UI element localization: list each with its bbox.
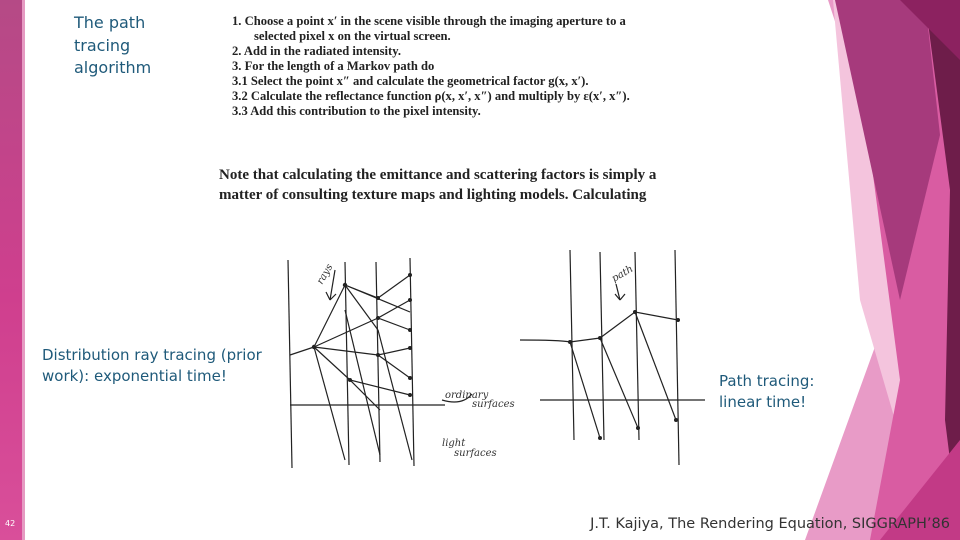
- algorithm-step-1: 1. Choose a point x′ in the scene visible through the imaging aperture to a: [232, 14, 626, 28]
- path-tracing-figure: [520, 250, 705, 465]
- ordinary-label-line2: surfaces: [472, 399, 515, 410]
- path-label: path: [610, 263, 636, 285]
- right-decoration: [805, 0, 960, 540]
- citation: J.T. Kajiya, The Rendering Equation, SIGGRAPH’86: [590, 516, 950, 532]
- path-figure-dots: [568, 310, 680, 440]
- paper-algorithm-excerpt: [232, 14, 767, 119]
- rays-label: rays: [315, 262, 336, 287]
- path-tracing-caption: Path tracing: linear time!: [719, 372, 815, 411]
- slide-title: The path tracing algorithm: [74, 13, 152, 77]
- algorithm-step-1-cont: selected pixel x on the virtual screen.: [254, 29, 451, 43]
- algorithm-step-3-1: 3.1 Select the point x″ and calculate the geometrical factor g(x, x′).: [232, 74, 589, 88]
- algorithm-step-2: 2. Add in the radiated intensity.: [232, 44, 401, 58]
- note-line-2: matter of consulting texture maps and lighting models. Calculating: [219, 187, 647, 203]
- light-label-line2: surfaces: [454, 448, 497, 459]
- page-number: 42: [5, 519, 16, 528]
- distribution-ray-tracing-caption: Distribution ray tracing (prior work): exponential time!: [42, 346, 262, 385]
- paper-note-excerpt: [219, 165, 779, 205]
- algorithm-step-3-2: 3.2 Calculate the reflectance function ρ(x, x′, x″) and multiply by ε(x′, x″).: [232, 89, 630, 103]
- distribution-ray-tracing-figure: [288, 258, 472, 468]
- note-line-1: Note that calculating the emittance and scattering factors is simply a: [219, 167, 657, 183]
- ordinary-label-line1: ordinary: [445, 390, 489, 401]
- algorithm-step-3: 3. For the length of a Markov path do: [232, 59, 435, 73]
- light-label-line1: light: [442, 438, 466, 449]
- algorithm-step-3-3: 3.3 Add this contribution to the pixel intensity.: [232, 104, 481, 118]
